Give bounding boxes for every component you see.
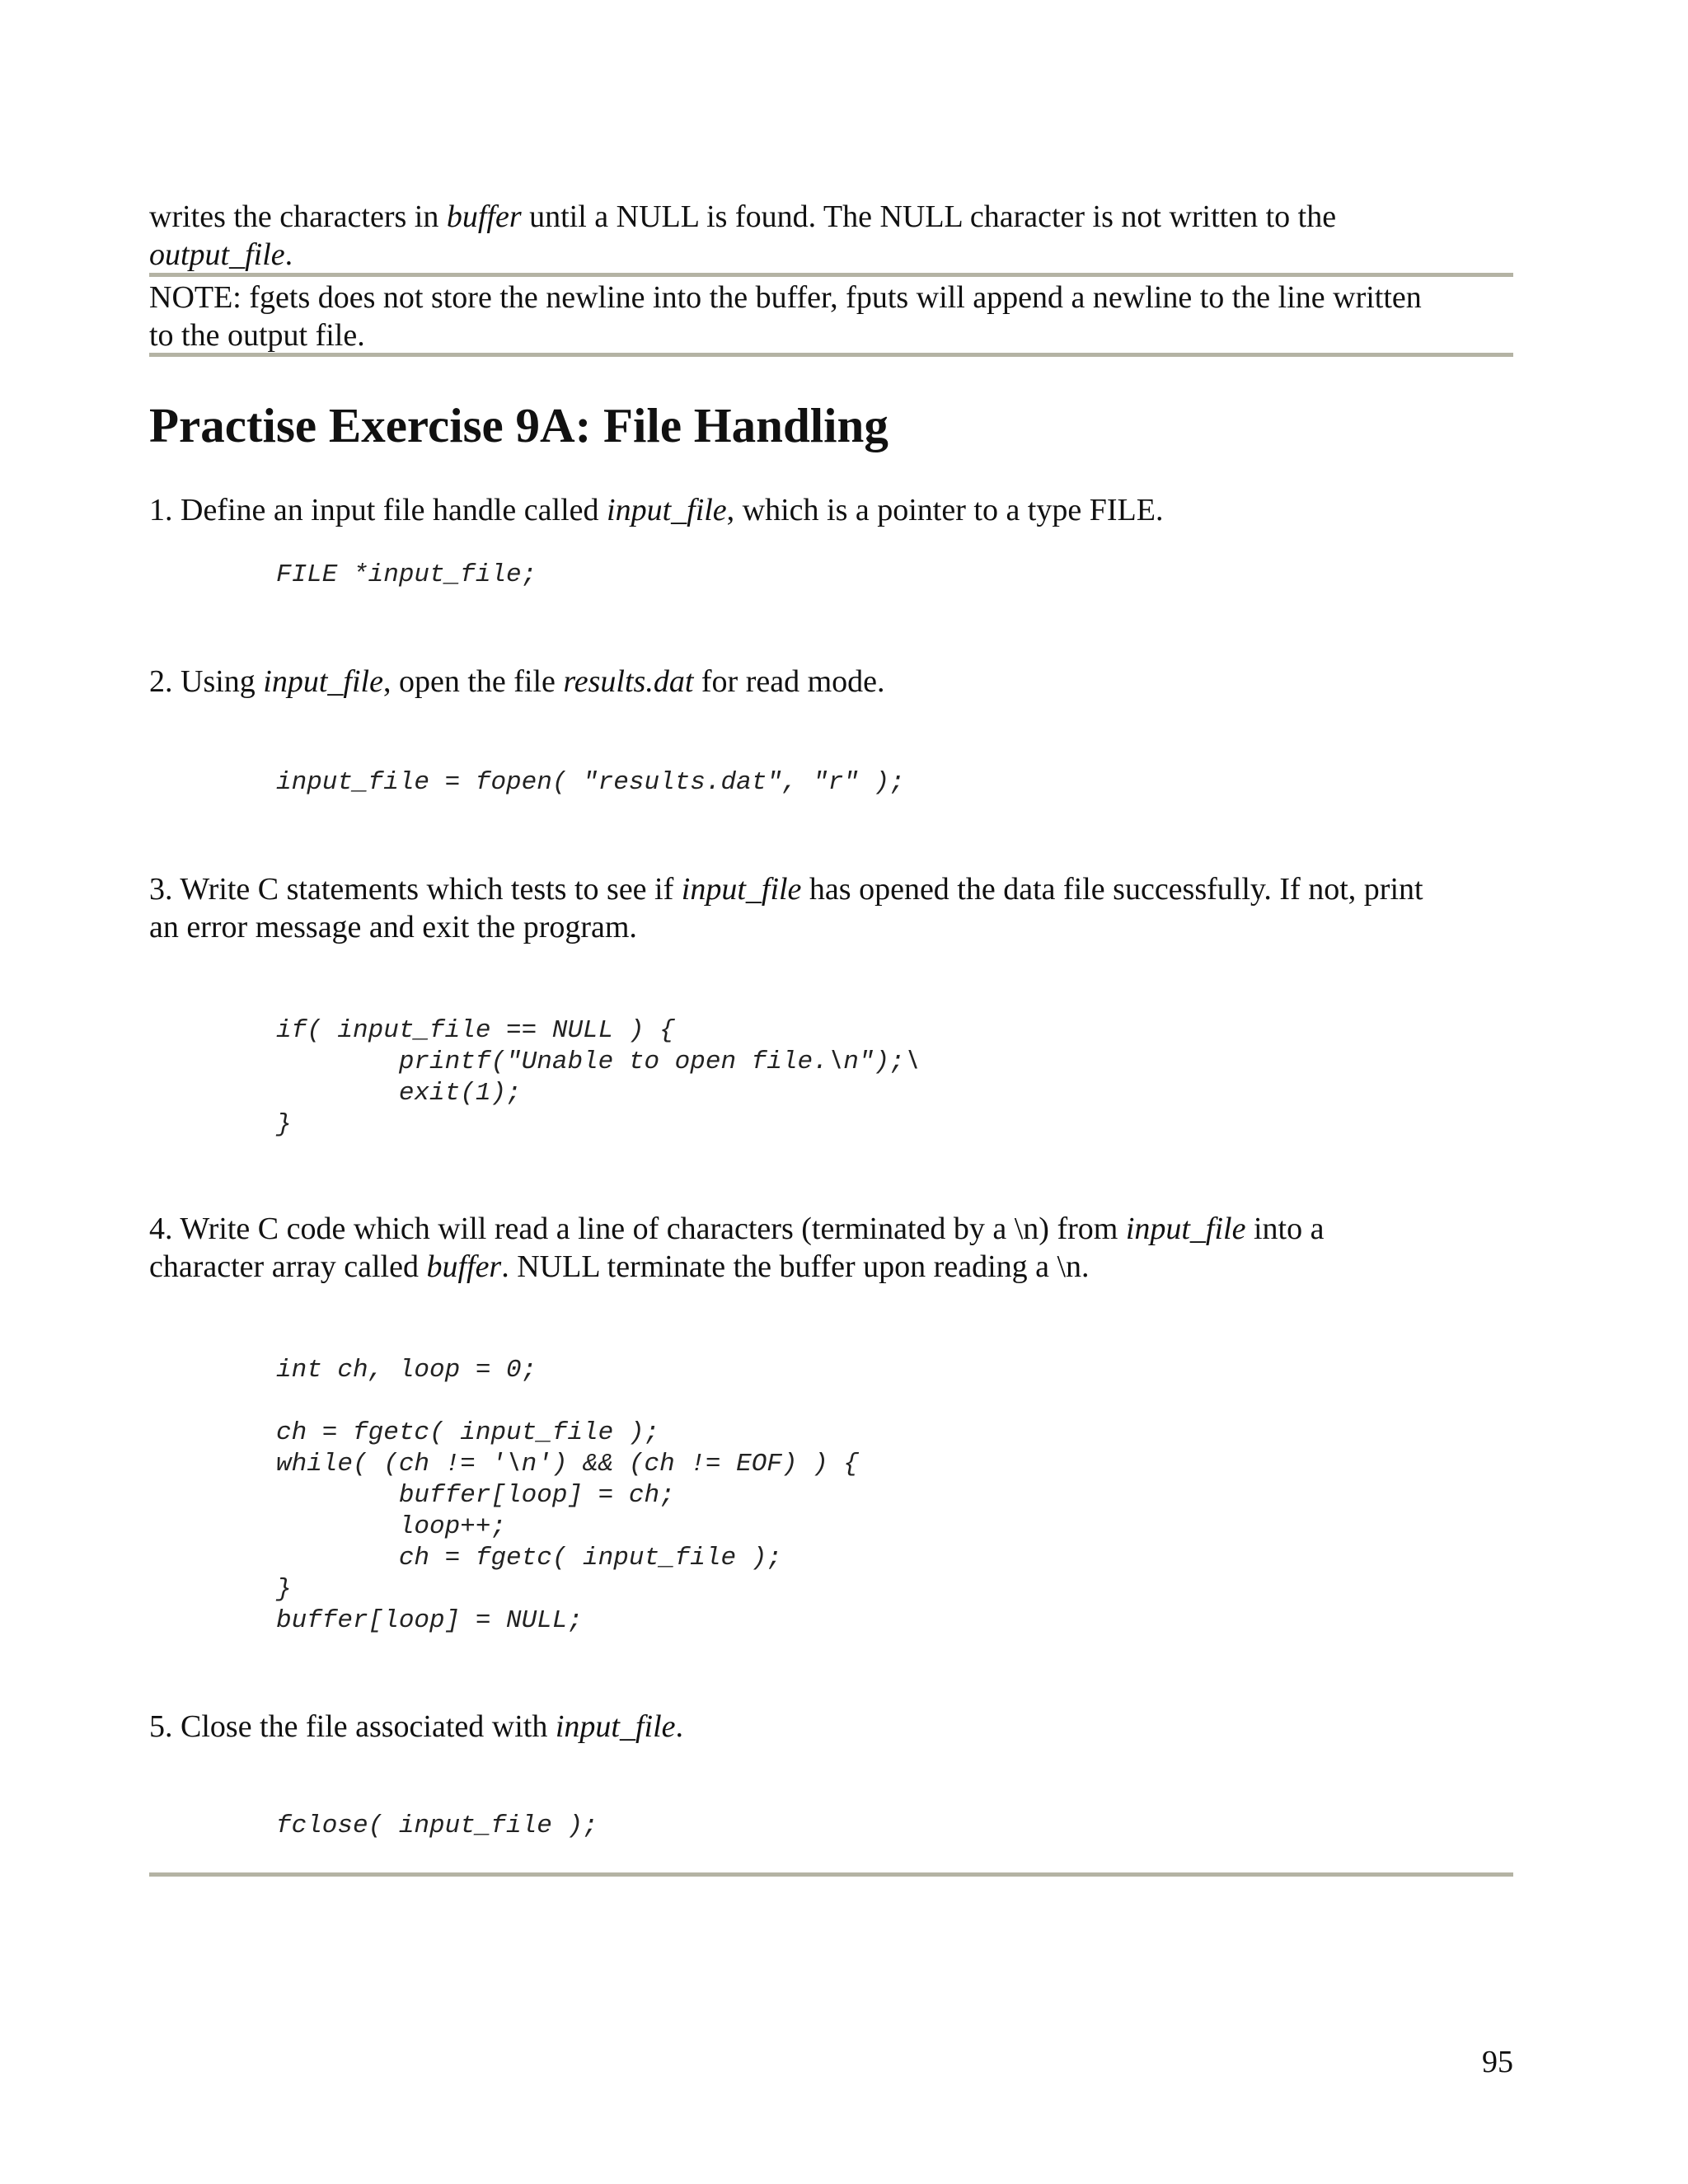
intro-emphasis: buffer (446, 199, 522, 234)
page-number: 95 (1482, 2045, 1513, 2079)
question-4 (149, 1210, 1513, 1286)
code-block-3: if( input_file == NULL ) { printf("Unable to open file.\n");\ exit(1); } (276, 1016, 921, 1139)
question-1 (149, 491, 1513, 529)
horizontal-rule (149, 1872, 1513, 1877)
intro-paragraph (149, 198, 1513, 274)
question-3 (149, 870, 1513, 946)
question-emphasis: input_file (681, 872, 802, 907)
question-text: . (675, 1709, 683, 1744)
question-2 (149, 663, 1513, 701)
code-block-1: FILE *input_file; (276, 560, 537, 589)
horizontal-rule (149, 273, 1513, 277)
question-text: for read mode. (693, 664, 885, 699)
intro-emphasis: output_file (149, 237, 285, 272)
question-text: 4. Write C code which will read a line of characters (terminated by a \n) from (149, 1212, 1126, 1246)
question-text: , which is a pointer to a type FILE. (726, 493, 1164, 527)
question-text: character array called (149, 1249, 427, 1284)
note-line: NOTE: fgets does not store the newline into the buffer, fputs will append a newline to the line written (149, 280, 1422, 315)
question-emphasis: input_file (263, 664, 383, 699)
horizontal-rule (149, 353, 1513, 357)
question-text: 3. Write C statements which tests to see if (149, 872, 682, 907)
note-paragraph (149, 279, 1513, 354)
question-text: has opened the data file successfully. If not, print (801, 872, 1423, 907)
intro-text: . (284, 237, 293, 272)
question-text: 5. Close the file associated with (149, 1709, 556, 1744)
question-text: an error message and exit the program. (149, 910, 637, 944)
note-line: to the output file. (149, 318, 365, 353)
question-text: . NULL terminate the buffer upon reading a \n. (501, 1249, 1090, 1284)
intro-text: writes the characters in (149, 199, 447, 234)
question-emphasis: input_file (1125, 1212, 1246, 1246)
question-emphasis: results.dat (563, 664, 694, 699)
code-block-4: int ch, loop = 0; ch = fgetc( input_file ); while( (ch != '\n') && (ch != EOF) ) { buffer[loop] = ch; loop++; ch = fgetc( input_file ); } buffer[loop] = NULL; (276, 1356, 859, 1635)
question-emphasis: input_file (607, 493, 727, 527)
section-heading: Practise Exercise 9A: File Handling (149, 398, 889, 452)
question-emphasis: input_file (555, 1709, 676, 1744)
question-text: 1. Define an input file handle called (149, 493, 607, 527)
intro-text: until a NULL is found. The NULL character is not written to the (521, 199, 1337, 234)
question-5 (149, 1708, 1513, 1746)
question-text: , open the file (382, 664, 564, 699)
question-text: 2. Using (149, 664, 264, 699)
code-block-5: fclose( input_file ); (276, 1811, 598, 1840)
code-block-2: input_file = fopen( "results.dat", "r" ); (276, 768, 905, 797)
question-emphasis: buffer (426, 1249, 502, 1284)
question-text: into a (1245, 1212, 1325, 1246)
